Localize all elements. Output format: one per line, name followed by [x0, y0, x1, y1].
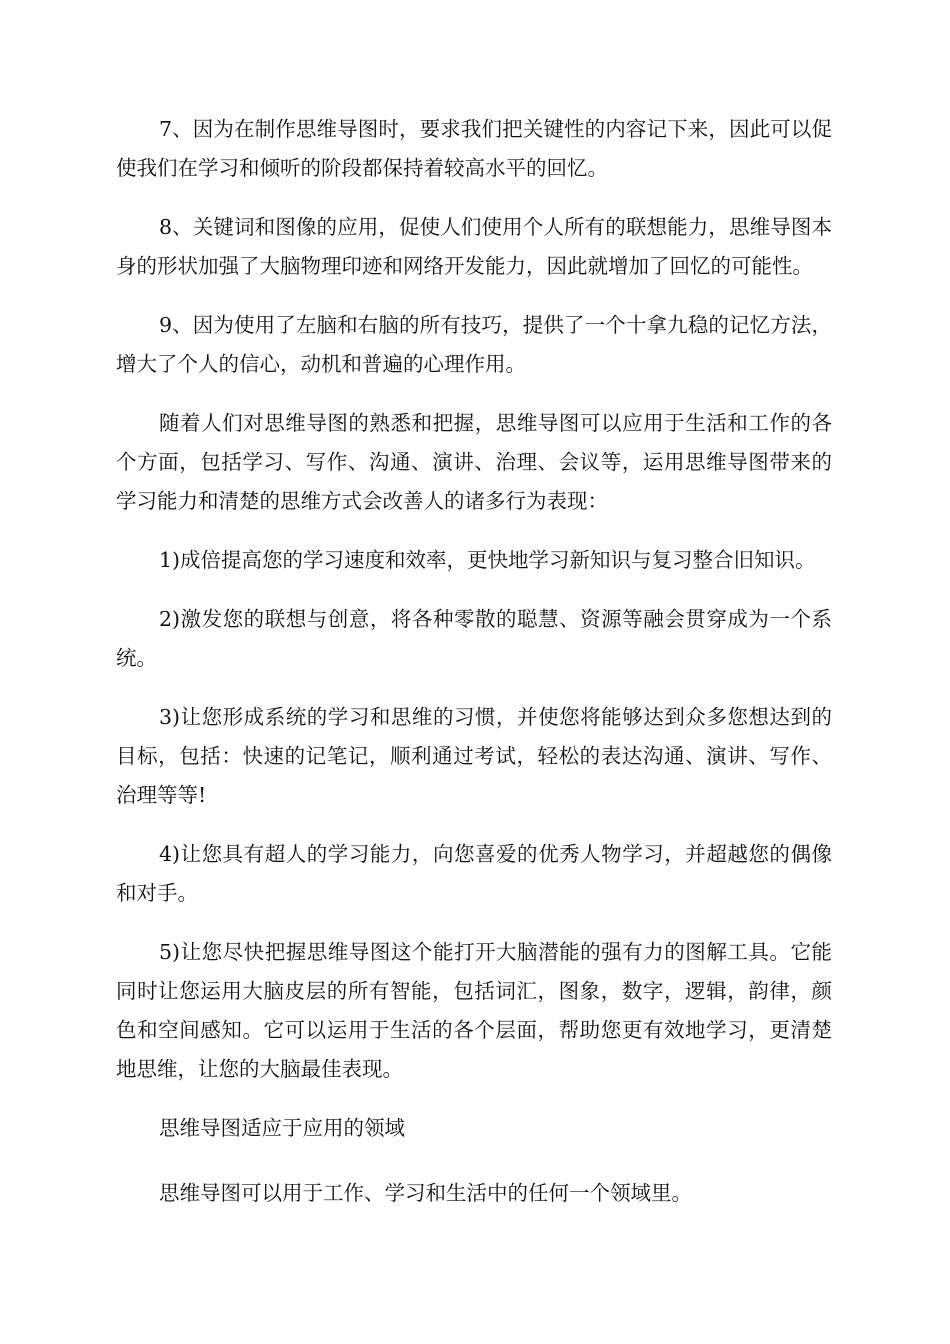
paragraph-8: 8、关键词和图像的应用，促使人们使用个人所有的联想能力，思维导图本身的形状加强了大脑物理印迹和网络开发能力，因此就增加了回忆的可能性。 — [116, 215, 832, 278]
list-item-2: 2)激发您的联想与创意，将各种零散的聪慧、资源等融会贯穿成为一个系统。 — [116, 607, 832, 670]
paragraph-9: 9、因为使用了左脑和右脑的所有技巧，提供了一个十拿九稳的记忆方法，增大了个人的信心，动机和普遍的心理作用。 — [116, 313, 832, 376]
list-item-5: 5)让您尽快把握思维导图这个能打开大脑潜能的强有力的图解工具。它能同时让您运用大脑皮层的所有智能，包括词汇，图象，数字，逻辑，韵律，颜色和空间感知。它可以运用于生活的各个层面，帮助您更有效地学习，更清楚地思维，让您的大脑最佳表现。 — [116, 940, 832, 1081]
section-heading: 思维导图适应于应用的领域 — [159, 1116, 405, 1140]
list-item-4: 4)让您具有超人的学习能力，向您喜爱的优秀人物学习，并超越您的偶像和对手。 — [116, 842, 832, 905]
document-body — [116, 110, 832, 1233]
paragraph-mindmap-applications: 随着人们对思维导图的熟悉和把握，思维导图可以应用于生活和工作的各个方面，包括学习、写作、沟通、演讲、治理、会议等，运用思维导图带来的学习能力和清楚的思维方式会改善人的诸多行为表现： — [116, 411, 832, 513]
paragraph-7: 7、因为在制作思维导图时，要求我们把关键性的内容记下来，因此可以促使我们在学习和倾听的阶段都保持着较高水平的回忆。 — [116, 117, 832, 180]
list-item-1: 1)成倍提高您的学习速度和效率，更快地学习新知识与复习整合旧知识。 — [159, 548, 816, 572]
list-item-3: 3)让您形成系统的学习和思维的习惯，并使您将能够达到众多您想达到的目标，包括：快速的记笔记，顺利通过考试，轻松的表达沟通、演讲、写作、治理等等! — [116, 705, 832, 807]
paragraph-final: 思维导图可以用于工作、学习和生活中的任何一个领域里。 — [159, 1181, 692, 1205]
